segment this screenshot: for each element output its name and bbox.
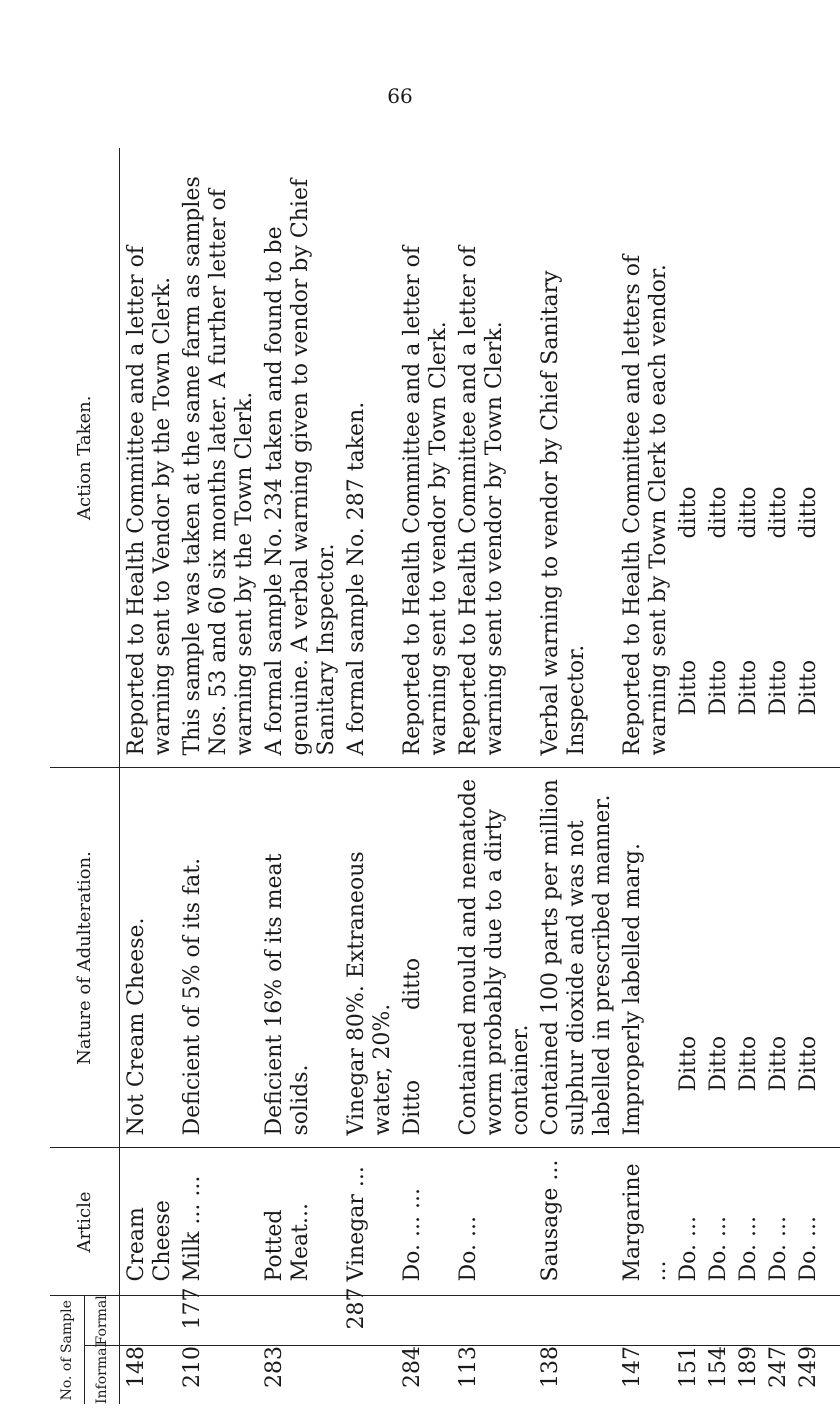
informal-number: 113 [452,1346,534,1404]
nature-cell: Ditto [732,768,762,1148]
formal-number [762,1296,792,1346]
nature-cell: Contained mould and nematode worm probably due to a dirty container. [452,768,534,1148]
ditto-right: ditto [736,486,761,539]
formal-number [120,1296,177,1346]
adulteration-table [50,148,840,1404]
informal-number: 151 [672,1346,702,1404]
article-cell: Do. ... ... [396,1148,452,1296]
informal-number: 249 [792,1346,822,1404]
formal-number [534,1296,616,1346]
table-row [762,148,792,1404]
table-row [792,148,822,1404]
article-cell: Do. ... [702,1148,732,1296]
formal-number: 177 [176,1296,258,1346]
action-cell [762,148,792,768]
table-row [452,148,534,1404]
article-cell: Do. ... [452,1148,534,1296]
ditto-right: ditto [766,486,791,539]
informal-number: 283 [258,1346,340,1404]
header-formal: Formal [85,1296,120,1346]
action-cell [672,148,702,768]
ditto-left: Ditto [676,659,701,716]
article-cell: Margarine ... [616,1148,672,1296]
action-cell: Reported to Health Committee and a letter of warning sent to Vendor by the Town Clerk. [124,246,175,756]
action-cell: Verbal warning to vendor by Chief Sanitary Inspector. [538,270,589,756]
nature-cell: Contained 100 parts per million sulphur dioxide and was not labelled in prescribed manner. [534,768,616,1148]
informal-number: 284 [396,1346,452,1404]
nature-cell: Deficient 16% of its meat solids. [258,768,340,1148]
table-row [672,148,702,1404]
article-cell: Milk ... ... [176,1148,258,1296]
action-cell: A formal sample No. 287 taken. [344,401,369,756]
nature-cell: Improperly labelled marg. [616,768,672,1148]
informal-number: 247 [762,1346,792,1404]
formal-number [732,1296,762,1346]
header-informal: Informal [85,1346,120,1404]
article-cell: Cream Cheese [120,1148,177,1296]
header-sample: No. of Sample [50,1296,85,1404]
article-cell: Do. ... [762,1148,792,1296]
informal-number: 147 [616,1346,672,1404]
nature-cell: Not Cream Cheese. [120,768,177,1148]
ditto-left: Ditto [736,659,761,716]
action-cell [702,148,732,768]
rotated-table [50,148,821,1404]
nature-cell: Ditto [762,768,792,1148]
action-cell [792,148,822,768]
nature-cell: Ditto [702,768,732,1148]
formal-number [672,1296,702,1346]
informal-number: 148 [120,1346,177,1404]
page-number: 66 [387,84,413,108]
table-spacer [822,148,840,1404]
table-row [120,148,177,1404]
action-cell [732,148,762,768]
informal-number: 189 [732,1346,762,1404]
action-cell: Reported to Health Committee and letters of warning sent by Town Clerk to each vendor. [620,254,671,756]
action-cell: Reported to Health Committee and a letter of warning sent to vendor by Town Clerk. [456,246,507,756]
action-cell: A formal sample No. 234 taken and found to be genuine. A verbal warning given to vendor by Chief Sanitary Inspector. [262,178,339,756]
article-cell: Vinegar ... [340,1148,396,1296]
header-article: Article [50,1148,120,1296]
table-row [258,148,340,1404]
nature-cell: Ditto ditto [396,768,452,1148]
formal-number [702,1296,732,1346]
formal-number [452,1296,534,1346]
table-row [702,148,732,1404]
table-row [534,148,616,1404]
rotated-table-wrapper [50,148,821,1404]
table-row [616,148,672,1404]
article-cell: Sausage ... [534,1148,616,1296]
informal-number: 138 [534,1346,616,1404]
ditto-left: Ditto [706,659,731,716]
formal-number [396,1296,452,1346]
article-cell: Do. ... [672,1148,702,1296]
formal-number: 287 [340,1296,396,1346]
nature-cell: Deficient of 5% of its fat. [176,768,258,1148]
table-row [732,148,762,1404]
informal-number: 210 [176,1346,258,1404]
informal-number: 154 [702,1346,732,1404]
nature-cell: Ditto [792,768,822,1148]
formal-number [258,1296,340,1346]
formal-number [616,1296,672,1346]
table-row [176,148,258,1404]
informal-number [340,1346,396,1404]
article-cell: Potted Meat... [258,1148,340,1296]
ditto-left: Ditto [766,659,791,716]
formal-number [792,1296,822,1346]
action-cell: This sample was taken at the same farm as samples Nos. 53 and 60 six months later. A further letter of warning sent by the Town Clerk. [180,176,257,756]
table-row [396,148,452,1404]
article-cell: Do. ... [792,1148,822,1296]
header-nature: Nature of Adulteration. [50,768,120,1148]
ditto-right: ditto [796,486,821,539]
ditto-right: ditto [706,486,731,539]
action-cell: Reported to Health Committee and a letter of warning sent to vendor by Town Clerk. [400,246,451,756]
nature-cell: Vinegar 80%. Extraneous water, 20%. [340,768,396,1148]
ditto-left: Ditto [796,659,821,716]
table-row [340,148,396,1404]
article-cell: Do. ... [732,1148,762,1296]
ditto-right: ditto [676,486,701,539]
nature-cell: Ditto [672,768,702,1148]
header-action: Action Taken. [50,148,120,768]
